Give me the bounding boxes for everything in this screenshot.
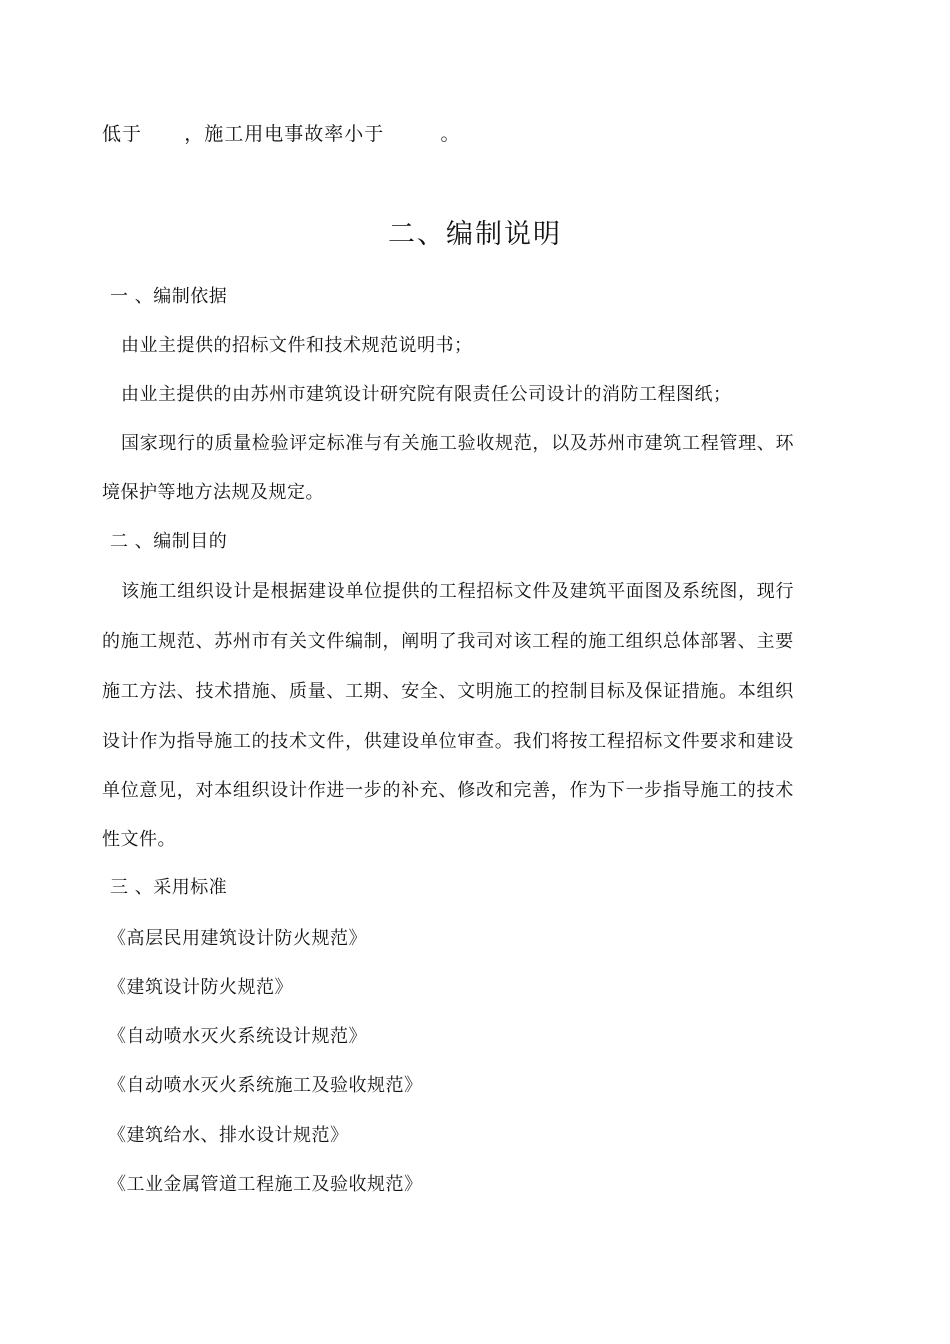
intro-line: 低于 ，施工用电事故率小于 。 (102, 123, 461, 145)
section-heading-standards: 三 、采用标准 (110, 877, 228, 898)
standard-item: 《工业金属管道工程施工及验收规范》 (108, 1174, 423, 1195)
section-heading-basis: 一 、编制依据 (110, 286, 228, 307)
purpose-line-4: 设计作为指导施工的技术文件，供建设单位审查。我们将按工程招标文件要求和建设 (102, 731, 794, 752)
page-title: 二、编制说明 (388, 219, 562, 250)
basis-paragraph-3-line-1: 国家现行的质量检验评定标准与有关施工验收规范，以及苏州市建筑工程管理、环 (121, 433, 795, 454)
purpose-line-3: 施工方法、技术措施、质量、工期、安全、文明施工的控制目标及保证措施。本组织 (102, 681, 794, 702)
standard-item: 《建筑设计防火规范》 (108, 977, 293, 998)
standard-item: 《建筑给水、排水设计规范》 (108, 1125, 349, 1146)
section-heading-purpose: 二 、编制目的 (110, 531, 228, 552)
standard-item: 《自动喷水灭火系统施工及验收规范》 (108, 1075, 423, 1096)
basis-paragraph-1: 由业主提供的招标文件和技术规范说明书； (121, 335, 473, 356)
standard-item: 《自动喷水灭火系统设计规范》 (108, 1026, 367, 1047)
basis-paragraph-3-line-2: 境保护等地方法规及规定。 (102, 482, 324, 503)
purpose-line-1: 该施工组织设计是根据建设单位提供的工程招标文件及建筑平面图及系统图，现行 (121, 581, 795, 602)
purpose-line-5: 单位意见，对本组织设计作进一步的补充、修改和完善，作为下一步指导施工的技术 (102, 780, 794, 801)
standard-item: 《高层民用建筑设计防火规范》 (108, 928, 367, 949)
purpose-line-2: 的施工规范、苏州市有关文件编制，阐明了我司对该工程的施工组织总体部署、主要 (102, 631, 794, 652)
purpose-line-6: 性文件。 (102, 829, 176, 850)
basis-paragraph-2: 由业主提供的由苏州市建筑设计研究院有限责任公司设计的消防工程图纸； (121, 384, 732, 405)
